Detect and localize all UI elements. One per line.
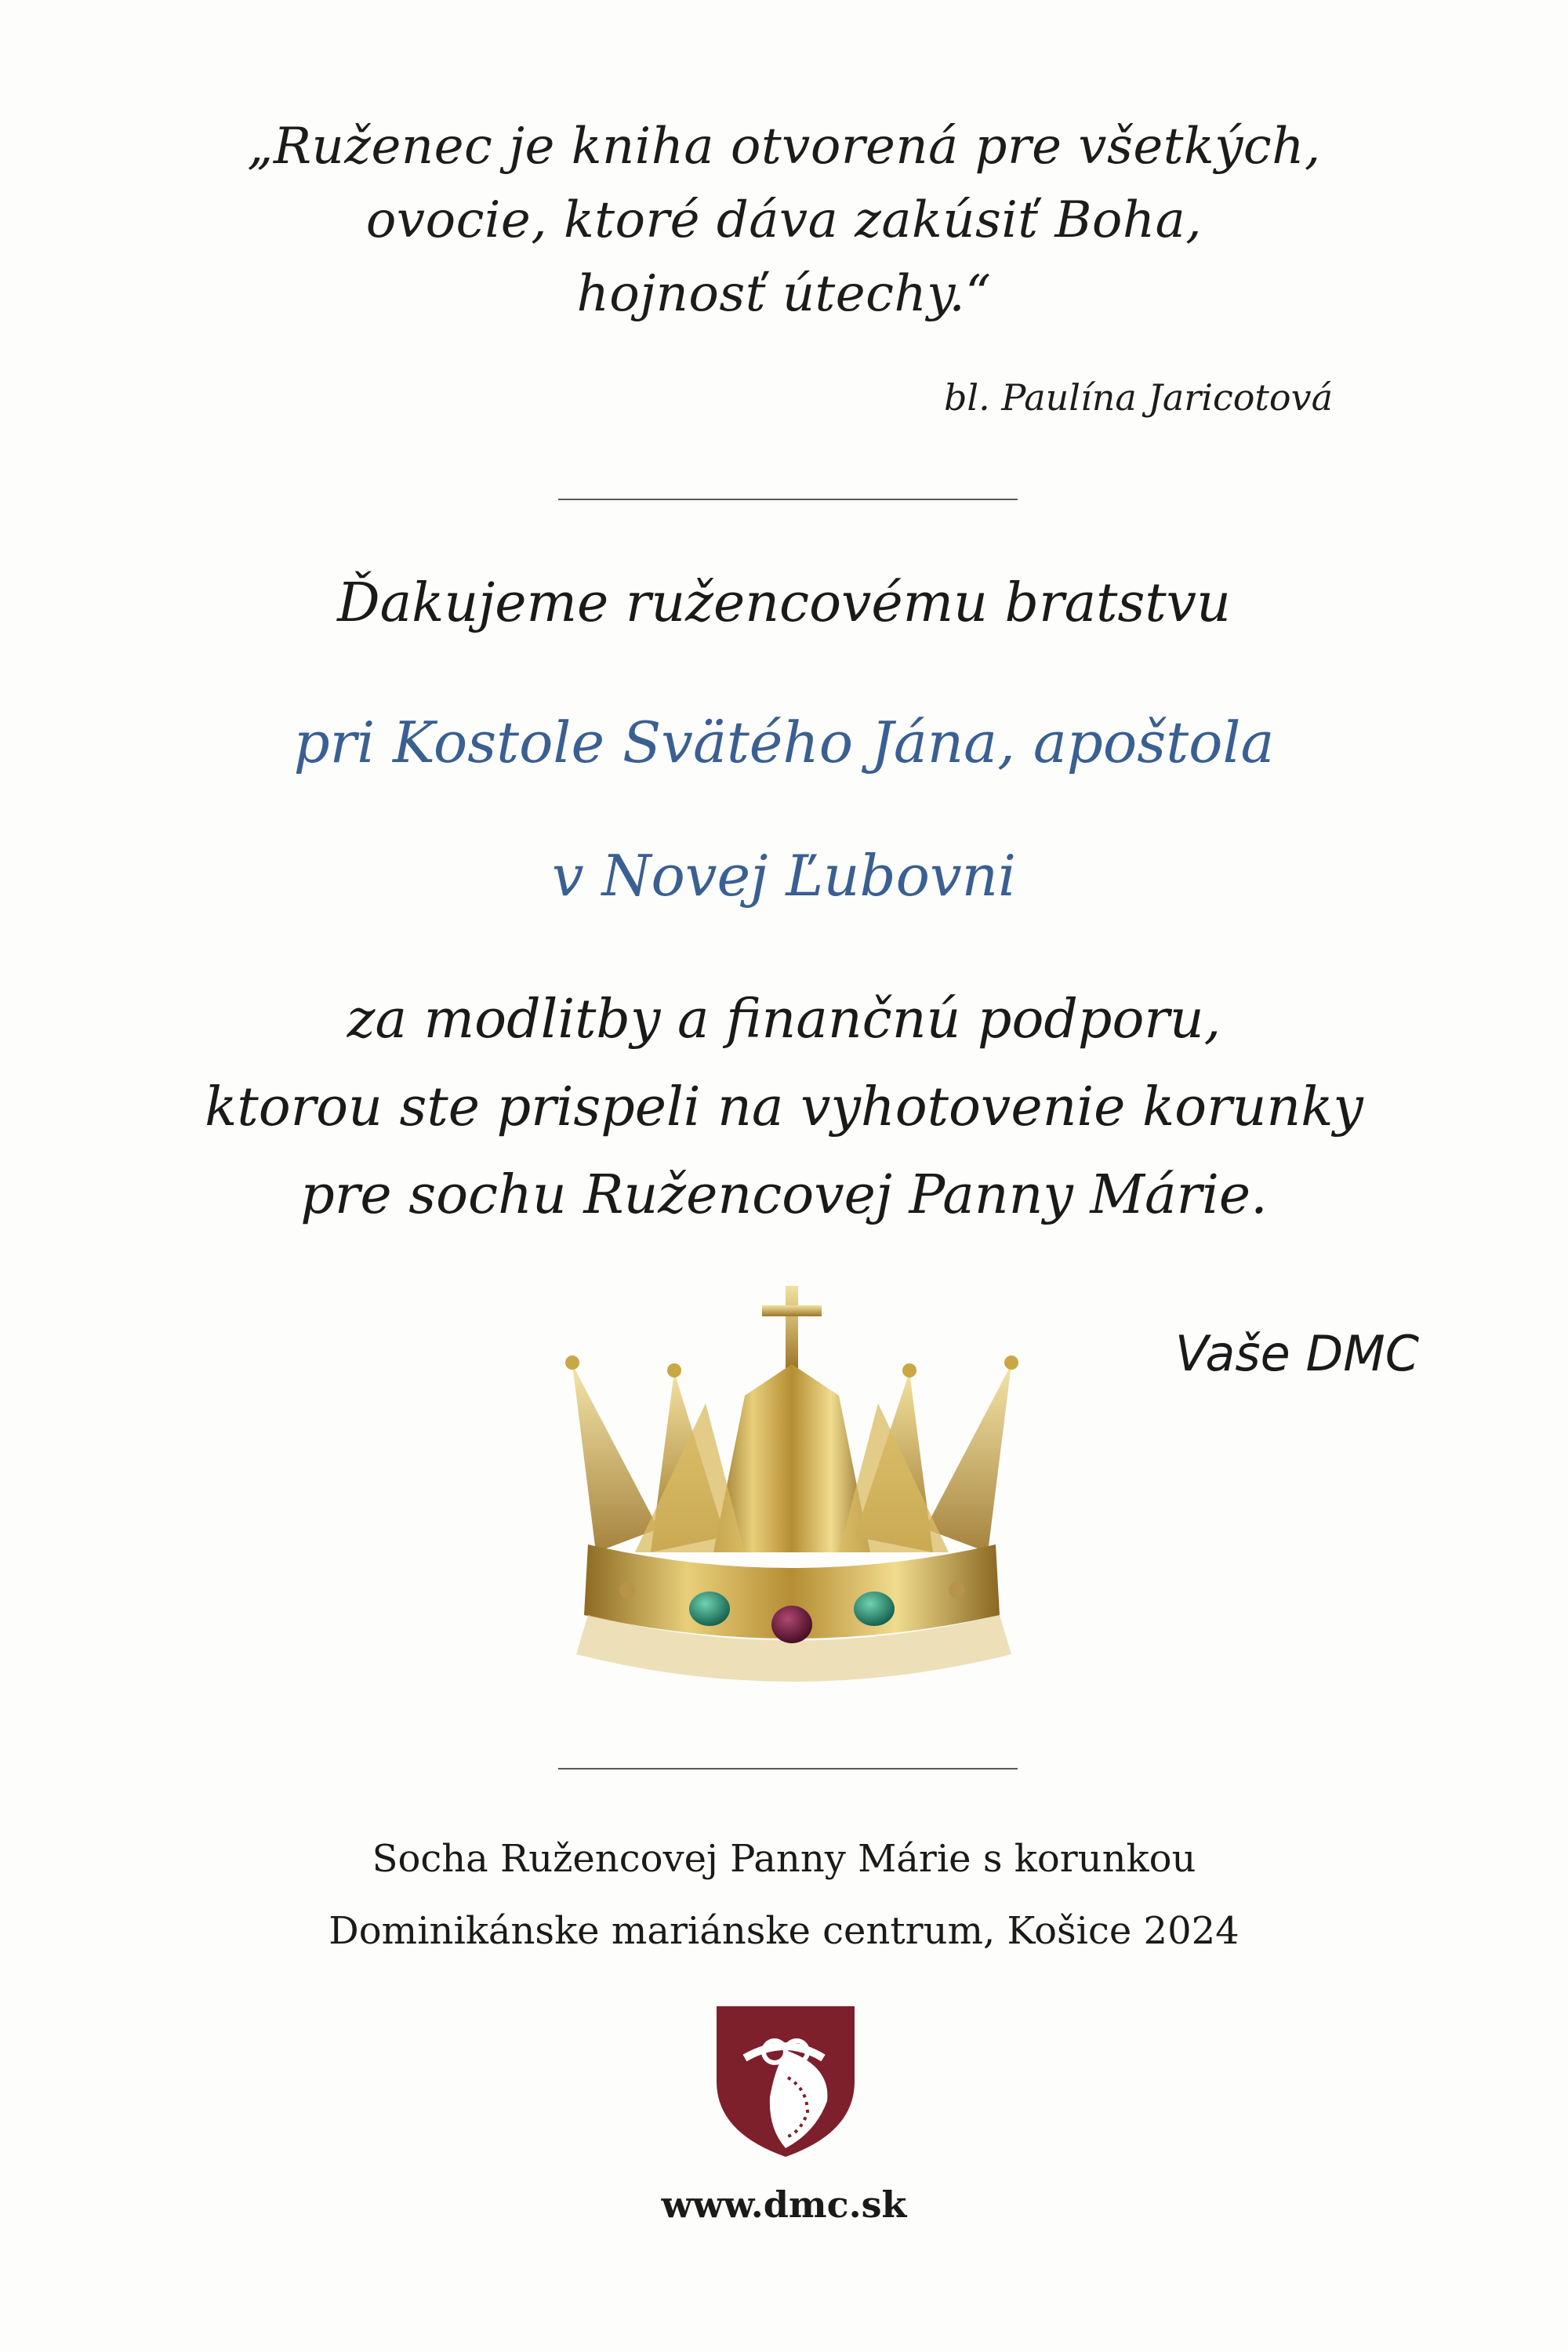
divider-bottom	[558, 1768, 1018, 1769]
cross-icon	[786, 1286, 798, 1368]
church-name: pri Kostole Svätého Jána, apoštola	[293, 710, 1275, 775]
quote-line: hojnosť útechy.“	[576, 265, 992, 323]
quote-line: „Ruženec je kniha otvorená pre všetkých,	[247, 118, 1321, 176]
divider-top	[558, 499, 1018, 500]
body-line: ktorou ste prispeli na vyhotovenie korunky	[205, 1076, 1363, 1138]
crown-image	[541, 1270, 1043, 1709]
ruby-gem	[771, 1606, 812, 1643]
town-name: v Novej Ľubovni	[551, 843, 1017, 909]
footer-caption	[0, 1823, 1568, 1967]
quote-line: ovocie, ktoré dáva zakúsiť Boha,	[365, 191, 1203, 249]
footer-line: Dominikánske mariánske centrum, Košice 2024	[328, 1909, 1240, 1953]
dmc-logo-icon	[713, 2003, 858, 2160]
thanks-heading: Ďakujeme ružencovému bratstvu	[337, 572, 1231, 634]
emerald-gem	[689, 1592, 730, 1626]
body-line: pre sochu Ružencovej Panny Márie.	[300, 1164, 1268, 1226]
quote-author: bl. Paulína Jaricotová	[943, 376, 1333, 419]
emerald-gem	[854, 1592, 895, 1626]
body-text	[0, 976, 1568, 1240]
body-line: za modlitby a finančnú podporu,	[347, 989, 1221, 1051]
signature: Vaše DMC	[1174, 1325, 1419, 1382]
website-link[interactable]: www.dmc.sk	[661, 2183, 907, 2226]
quote-block	[0, 110, 1568, 331]
footer-line: Socha Ružencovej Panny Márie s korunkou	[372, 1837, 1196, 1881]
